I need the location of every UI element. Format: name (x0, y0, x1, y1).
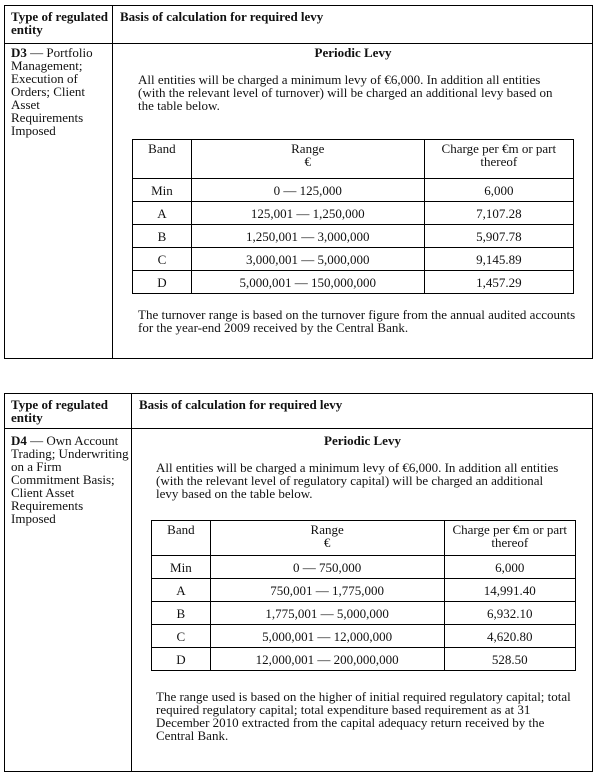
charge-cell: 1,457.29 (424, 271, 573, 294)
range-cell: 1,775,001 — 5,000,000 (210, 602, 444, 625)
column-divider (131, 394, 132, 771)
band-cell: C (152, 625, 211, 648)
charge-cell: 7,107.28 (424, 202, 573, 225)
levy-intro-text: All entities will be charged a minimum levy of €6,000. In addition all entities (with the relevant level of turnover) will be charged an additional levy based on the table below. (138, 72, 553, 113)
table-header-row (133, 140, 574, 179)
range-cell: 3,000,001 — 5,000,000 (191, 248, 424, 271)
column-header-levy-basis: Basis of calculation for required levy (139, 397, 343, 412)
band-cell: C (133, 248, 192, 271)
table-row (152, 625, 576, 648)
table-header-charge: Charge per €m or part thereof (424, 140, 573, 179)
range-cell: 0 — 750,000 (210, 556, 444, 579)
table-header-range (191, 140, 424, 179)
range-label: Range (310, 522, 344, 537)
table-row (133, 202, 574, 225)
band-cell: B (152, 602, 211, 625)
band-cell: D (152, 648, 211, 671)
band-cell: Min (152, 556, 211, 579)
band-cell: A (152, 579, 211, 602)
table-header-band: Band (152, 521, 211, 556)
levy-intro-text: All entities will be charged a minimum levy of €6,000. In addition all entities (with the relevant level of regulatory capital) will be charged an additional levy based on the table below. (156, 460, 559, 501)
charge-cell: 6,000 (424, 179, 573, 202)
range-label: Range (291, 141, 325, 156)
range-cell: 12,000,001 — 200,000,000 (210, 648, 444, 671)
levy-note-text: The range used is based on the higher of initial required regulatory capital; total required regulatory capital; total expenditure based requirement as at 31 December 2010 extracted from the capital adequacy return received by the Central Bank. (156, 689, 571, 743)
range-cell: 125,001 — 1,250,000 (191, 202, 424, 225)
levy-title: Periodic Levy (324, 433, 401, 448)
currency-symbol: € (323, 535, 331, 550)
table-row (152, 648, 576, 671)
entity-code: D4 (11, 433, 27, 448)
entity-type-cell (11, 46, 111, 137)
charge-cell: 6,932.10 (444, 602, 575, 625)
table-header-band: Band (133, 140, 192, 179)
charge-cell: 5,907.78 (424, 225, 573, 248)
table-row (152, 579, 576, 602)
charge-cell: 4,620.80 (444, 625, 575, 648)
table-row (152, 602, 576, 625)
table-row (133, 248, 574, 271)
charge-cell: 528.50 (444, 648, 575, 671)
range-cell: 1,250,001 — 3,000,000 (191, 225, 424, 248)
band-cell: B (133, 225, 192, 248)
entity-code: D3 (11, 45, 27, 60)
levy-note-text: The turnover range is based on the turnover figure from the annual audited accounts for the year-end 2009 received by the Central Bank. (138, 307, 576, 335)
table-row (133, 225, 574, 248)
entity-description: — Own Account Trading; Underwriting on a Firm Commitment Basis; Client Asset Requirements Imposed (11, 433, 129, 526)
table-row (133, 271, 574, 294)
charge-cell: 14,991.40 (444, 579, 575, 602)
charge-cell: 6,000 (444, 556, 575, 579)
levy-band-table (132, 139, 574, 294)
currency-symbol: € (304, 154, 311, 169)
range-cell: 5,000,001 — 150,000,000 (191, 271, 424, 294)
levy-title: Periodic Levy (314, 45, 392, 60)
range-cell: 0 — 125,000 (191, 179, 424, 202)
band-cell: A (133, 202, 192, 225)
table-header-charge: Charge per €m or part thereof (444, 521, 575, 556)
range-cell: 5,000,001 — 12,000,000 (210, 625, 444, 648)
column-header-levy-basis: Basis of calculation for required levy (120, 9, 324, 24)
charge-cell: 9,145.89 (424, 248, 573, 271)
levy-band-table (151, 520, 576, 671)
table-row (152, 556, 576, 579)
band-cell: D (133, 271, 192, 294)
column-header-entity-type: Type of regulated entity (11, 9, 109, 37)
table-header-row (152, 521, 576, 556)
levy-section-d3 (4, 5, 593, 359)
range-cell: 750,001 — 1,775,000 (210, 579, 444, 602)
table-row (133, 179, 574, 202)
entity-type-cell (11, 434, 131, 525)
levy-section-d4 (4, 393, 593, 772)
table-header-range (210, 521, 444, 556)
column-header-entity-type: Type of regulated entity (11, 397, 109, 425)
band-cell: Min (133, 179, 192, 202)
entity-description: — Portfolio Management; Execution of Orders; Client Asset Requirements Imposed (11, 45, 93, 138)
